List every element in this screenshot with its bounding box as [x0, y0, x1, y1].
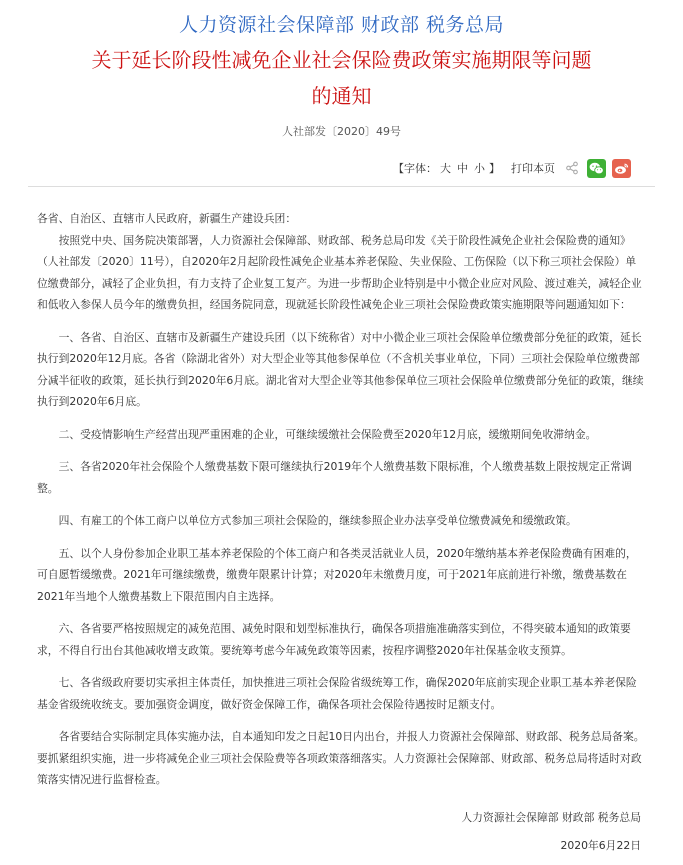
- salutation: 各省、自治区、直辖市人民政府，新疆生产建设兵团：: [37, 212, 297, 225]
- header-divider: [28, 186, 655, 187]
- font-size-large-button[interactable]: 大: [440, 162, 451, 175]
- issue-date: 2020年6月22日: [560, 839, 641, 852]
- font-size-label-close: 】: [489, 162, 500, 175]
- document-number: 人社部发〔2020〕49号: [282, 125, 401, 138]
- body-paragraph: 四、有雇工的个体工商户以单位方式参加三项社会保险的，继续参照企业办法享受单位缴费减免和缓缴政策。: [58, 514, 577, 527]
- body-paragraph: 二、受疫情影响生产经营出现严重困难的企业，可继续缓缴社会保险费至2020年12月底，缓缴期间免收滞纳金。: [58, 427, 597, 441]
- signatories: 人力资源社会保障部 财政部 税务总局: [461, 811, 641, 824]
- body-paragraph: 三、各省2020年社会保险个人缴费基数下限可继续执行2019年个人缴费基数下限标准，个人缴费基数上限按规定正常调整。: [37, 460, 632, 495]
- share-icon[interactable]: [565, 161, 579, 175]
- wechat-icon[interactable]: [587, 159, 606, 178]
- font-size-small-button[interactable]: 小: [474, 162, 485, 175]
- body-paragraph: 六、各省要严格按照规定的减免范围、减免时限和划型标准执行，确保各项措施准确落实到位，不得突破本通知的政策要求，不得自行出台其他减收增支政策。要统筹考虑今年减免政策等因素，按程序调整2020年社保基金收支预算。: [37, 622, 631, 657]
- document-body: [37, 208, 645, 791]
- document-title: [40, 42, 643, 114]
- title-line-1: 关于延长阶段性减免企业社会保险费政策实施期限等问题: [91, 48, 592, 72]
- issuing-agencies: 人力资源社会保障部 财政部 税务总局: [178, 14, 505, 36]
- body-paragraph: 一、各省、自治区、直辖市及新疆生产建设兵团（以下统称省）对中小微企业三项社会保险单位缴费部分免征的政策，延长执行到2020年12月底。各省（除湖北省外）对大型企业等其他参保单位（不含机关事业单位，下同）三项社会保险单位缴费部分减半征收的政策，延长执行到2020年6月底。湖北省对大型企业等其他参保单位三项社会保险单位缴费部分免征的政策，继续执行到2020年6月底。: [37, 330, 644, 408]
- body-paragraph: 按照党中央、国务院决策部署，人力资源社会保障部、财政部、税务总局印发《关于阶段性减免企业社会保险费的通知》（人社部发〔2020〕11号），自2020年2月起阶段性减免企业基本养老保险、失业保险、工伤保险（以下称三项社会保险）单位缴费部分，减轻了企业负担，有力支持了企业复工复产。为进一步帮助企业特别是中小微企业应对风险、渡过难关，减轻企业和低收入参保人员今年的缴费负担，经国务院同意，现就延长阶段性减免企业三项社会保险费政策实施期限等问题通知如下：: [37, 233, 642, 311]
- body-paragraph: 七、各省级政府要切实承担主体责任，加快推进三项社会保险省级统筹工作，确保2020年底前实现企业职工基本养老保险基金省级统收统支。要加强资金调度，做好资金保障工作，确保各项社会保险待遇按时足额支付。: [37, 676, 637, 711]
- body-paragraph: 各省要结合实际制定具体实施办法，自本通知印发之日起10日内出台，并报人力资源社会保障部、财政部、税务总局备案。要抓紧组织实施，进一步将减免企业三项社会保险费等各项政策落细落实。人力资源社会保障部、财政部、税务总局将适时对政策落实情况进行监督检查。: [37, 730, 645, 786]
- print-page-button[interactable]: 打印本页: [511, 162, 555, 175]
- title-line-2: 的通知: [311, 84, 372, 108]
- font-size-medium-button[interactable]: 中: [457, 162, 468, 175]
- weibo-icon[interactable]: [612, 159, 631, 178]
- font-size-label-open: 【字体：: [393, 162, 437, 175]
- body-paragraph: 五、以个人身份参加企业职工基本养老保险的个体工商户和各类灵活就业人员，2020年缴纳基本养老保险费确有困难的，可自愿暂缓缴费。2021年可继续缴费，缴费年限累计计算；对2020年未缴费月度，可于2021年底前进行补缴，缴费基数在2021年当地个人缴费基数上下限范围内自主选择。: [37, 546, 637, 603]
- article-toolbar: [393, 157, 631, 179]
